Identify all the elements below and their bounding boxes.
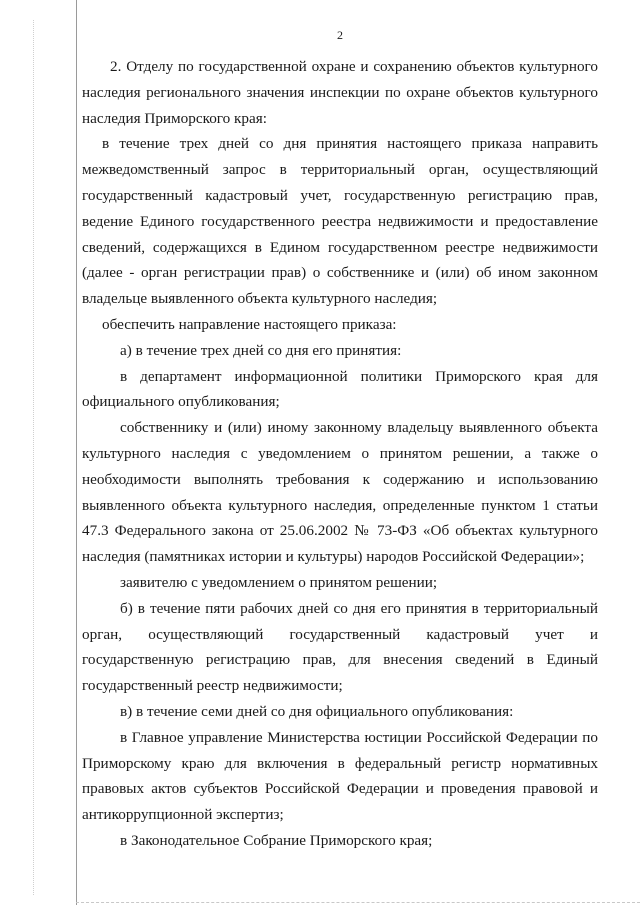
paragraph-sub-b: б) в течение пяти рабочих дней со дня его принятия в территориальный орган, осуществляющий государственный кадастровый учет и государственную регистрацию прав, для внесения сведений в Единый государственный реестр недвижимости; — [82, 599, 598, 695]
paragraph-legislative-assembly: в Законодательное Собрание Приморского края; — [120, 831, 433, 849]
paragraph-sub-a: а) в течение трех дней со дня его принятия: — [120, 341, 402, 359]
page-number: 2 — [337, 28, 343, 42]
binding-margin-line — [76, 0, 77, 905]
paragraph-ministry-justice: в Главное управление Министерства юстиции Российской Федерации по Приморскому краю для включения в федеральный регистр нормативных правовых актов субъектов Российской Федерации и проведения правовой и антикоррупционной экспертиз; — [82, 728, 598, 824]
scan-margin-dots — [33, 20, 34, 895]
paragraph-item-2: 2. Отделу по государственной охране и сохранению объектов культурного наследия регионального значения инспекции по охране объектов культурного наследия Приморского края: — [82, 58, 598, 127]
paragraph-interagency-request: в течение трех дней со дня принятия настоящего приказа направить межведомственный запрос в территориальный орган, осуществляющий государственный кадастровый учет, государственную регистрацию прав, ведение Единого государственного реестра недвижимости и предоставление сведений, содержащихся в Едином государственном реестре недвижимости (далее - орган регистрации прав) о собственнике и (или) об ином законном владельце выявленного объекта культурного наследия; — [82, 135, 598, 308]
document-body — [82, 54, 598, 854]
bottom-edge-rule — [76, 902, 640, 903]
paragraph-info-policy-dept: в департамент информационной политики Приморского края для официального опубликования; — [82, 367, 598, 411]
paragraph-applicant-notice: заявителю с уведомлением о принятом решении; — [120, 573, 438, 591]
paragraph-owner-notice: собственнику и (или) иному законному владельцу выявленного объекта культурного наследия с уведомлением о принятом решении, а также о необходимости выполнять требования к содержанию и использованию выявленного объекта культурного наследия, определенные пунктом 1 статьи 47.3 Федерального закона от 25.06.2002 № 73-ФЗ «Об объектах культурного наследия (памятниках истории и культуры) народов Российской Федерации»; — [82, 419, 598, 566]
paragraph-ensure-sending: обеспечить направление настоящего приказа: — [102, 315, 397, 333]
paragraph-sub-v: в) в течение семи дней со дня официального опубликования: — [120, 702, 514, 720]
